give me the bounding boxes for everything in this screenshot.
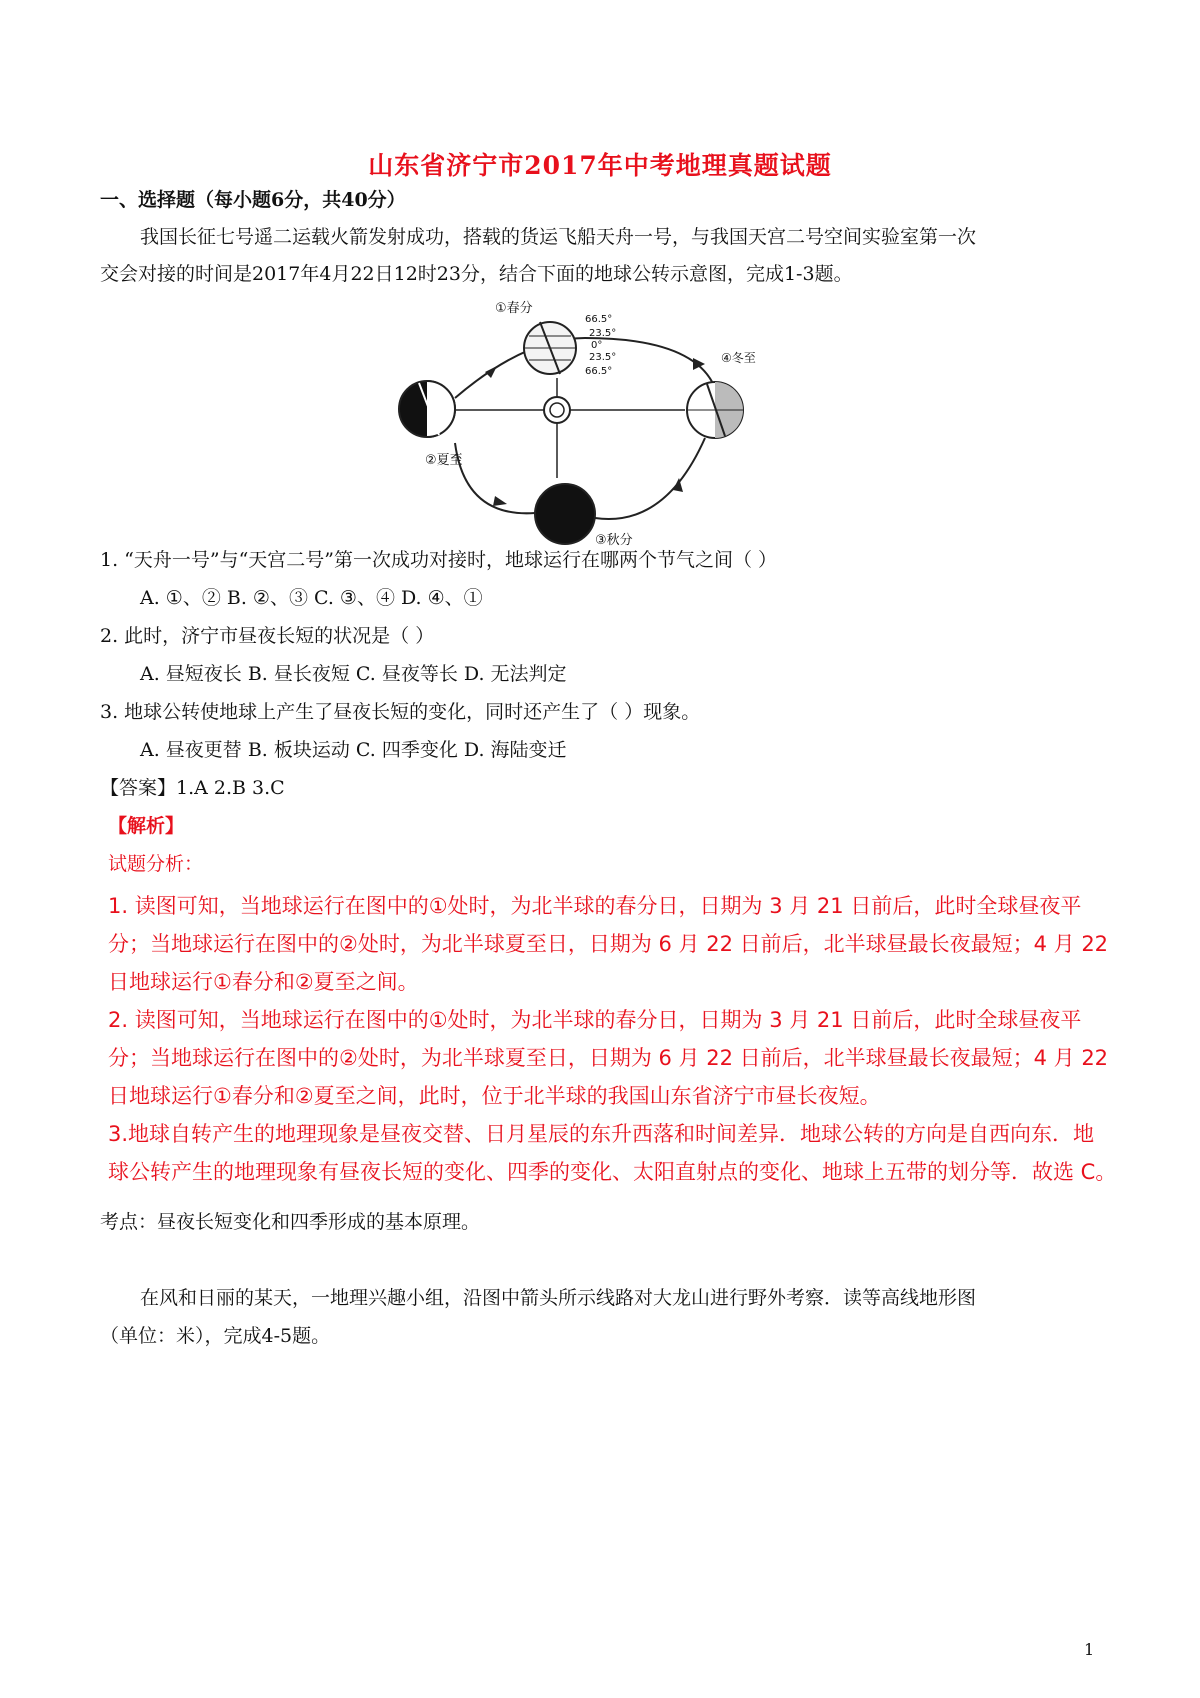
lat-66-top: 66.5° [585, 314, 613, 325]
question-1-stem: 1. “天舟一号”与“天宫二号”第一次成功对接时，地球运行在哪两个节气之间（ ） [100, 549, 778, 571]
kaodian-line: 考点：昼夜长短变化和四季形成的基本原理。 [100, 1211, 481, 1233]
earth-revolution-diagram [425, 301, 775, 578]
lat-23-top: 23.5° [589, 328, 617, 339]
intro2-line-1: 在风和日丽的某天，一地理兴趣小组，沿图中箭头所示线路对大龙山进行野外考察．读等高线地形图 [140, 1287, 977, 1309]
orbit-arc-right [595, 438, 705, 519]
section-heading: 一、选择题（每小题6分，共40分） [100, 189, 406, 211]
earth-autumn-icon [535, 484, 595, 544]
lat-23-bottom: 23.5° [589, 352, 617, 363]
analysis-line-8: 球公转产生的地理现象有昼夜长短的变化、四季的变化、太阳直射点的变化、地球上五带的划分等．故选 C。 [108, 1160, 1117, 1184]
lat-66-bottom: 66.5° [585, 366, 613, 377]
lat-0: 0° [591, 340, 603, 351]
intro2-line-2: （单位：米），完成4-5题。 [100, 1325, 331, 1347]
analysis-line-3: 日地球运行①春分和②夏至之间。 [108, 970, 419, 994]
intro-line-1: 我国长征七号遥二运载火箭发射成功，搭载的货运飞船天舟一号，与我国天宫二号空间实验室第一次 [140, 226, 977, 248]
analysis-line-6: 日地球运行①春分和②夏至之间，此时，位于北半球的我国山东省济宁市昼长夜短。 [108, 1084, 881, 1108]
analysis-line-2: 分；当地球运行在图中的②处时，为北半球夏至日，日期为 6 月 22 日前后，北半球昼最长夜最短；4 月 22 [108, 932, 1109, 956]
orbit-arrow-icon [693, 358, 705, 370]
label-spring: ①春分 [495, 301, 533, 316]
intro-line-2: 交会对接的时间是2017年4月22日12时23分，结合下面的地球公转示意图，完成1-3题。 [100, 263, 853, 285]
question-3-options: A. 昼夜更替 B. 板块运动 C. 四季变化 D. 海陆变迁 [140, 739, 567, 761]
question-2-options: A. 昼短夜长 B. 昼长夜短 C. 昼夜等长 D. 无法判定 [140, 663, 567, 685]
orbit-arrow-icon [493, 496, 507, 506]
analysis-line-1: 1. 读图可知，当地球运行在图中的①处时，为北半球的春分日，日期为 3 月 21 日前后，此时全球昼夜平 [108, 894, 1082, 918]
label-autumn: ③秋分 [595, 533, 633, 548]
question-2-stem: 2. 此时，济宁市昼夜长短的状况是（ ） [100, 625, 435, 647]
analysis-tag: 【解析】 [108, 815, 185, 837]
label-summer: ②夏至 [425, 453, 463, 468]
question-1-options: A. ①、② B. ②、③ C. ③、④ D. ④、① [140, 587, 483, 609]
analysis-line-5: 分；当地球运行在图中的②处时，为北半球夏至日，日期为 6 月 22 日前后，北半球昼最长夜最短；4 月 22 [108, 1046, 1109, 1070]
question-3-stem: 3. 地球公转使地球上产生了昼夜长短的变化，同时还产生了（ ）现象。 [100, 701, 701, 723]
analysis-subheading: 试题分析： [108, 853, 204, 875]
label-winter: ④冬至 [721, 351, 756, 365]
page-title: 山东省济宁市2017年中考地理真题试题 [368, 151, 832, 180]
analysis-line-7: 3.地球自转产生的地理现象是昼夜交替、日月星辰的东升西落和时间差异．地球公转的方向是自西向东．地 [108, 1122, 1095, 1146]
orbit-arrow-icon [485, 366, 497, 378]
analysis-line-4: 2. 读图可知，当地球运行在图中的①处时，为北半球的春分日，日期为 3 月 21 日前后，此时全球昼夜平 [108, 1008, 1082, 1032]
answer-line: 【答案】1.A 2.B 3.C [100, 777, 285, 799]
page-number: 1 [1084, 1640, 1095, 1659]
